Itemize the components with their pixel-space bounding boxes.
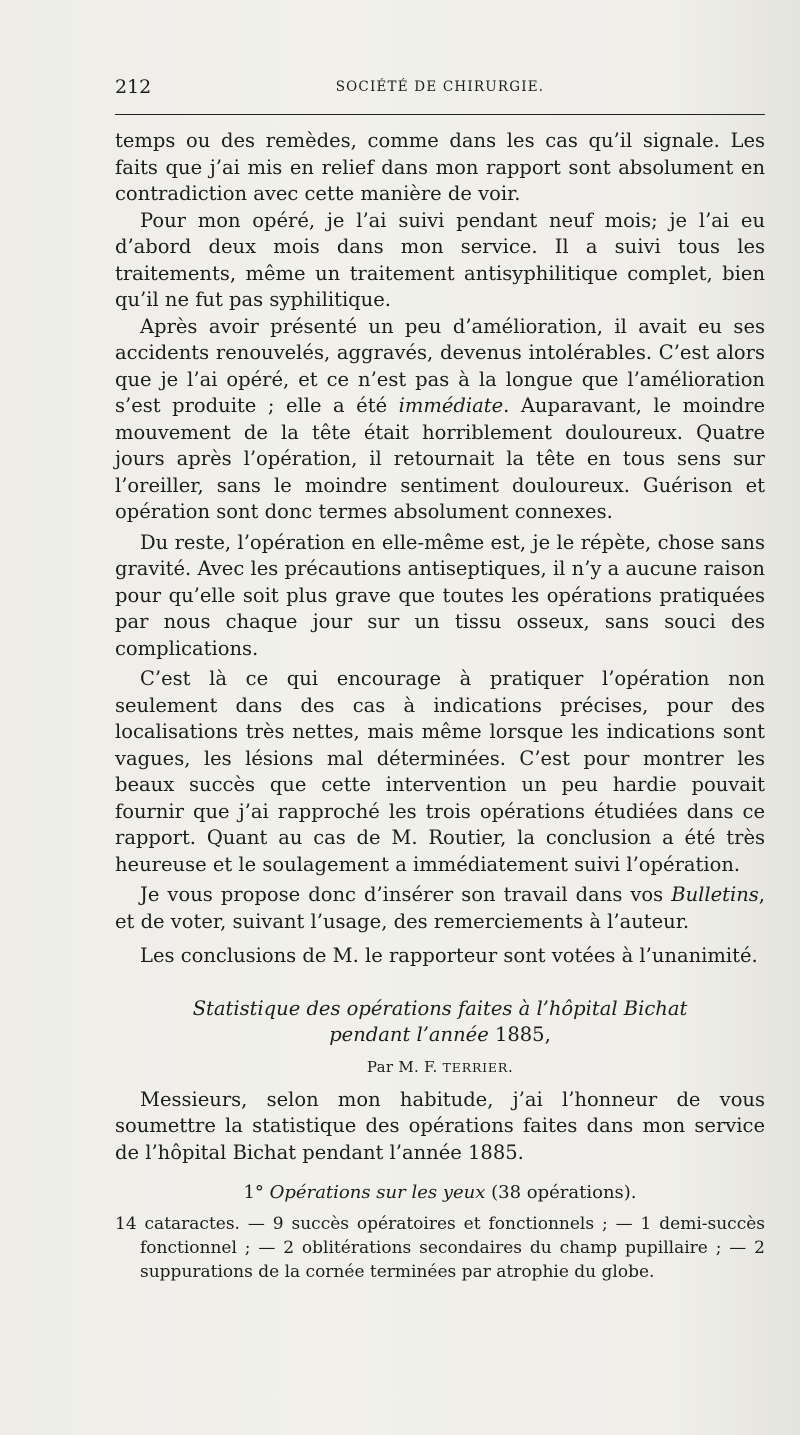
subsection-title: Opérations sur les yeux [269,1182,486,1203]
paragraph-6-text-b: , et de voter, suivant l’usage, des remerciements à l’auteur. [115,883,765,933]
paragraph-5: C’est là ce qui encourage à pratiquer l’opération non seulement dans des cas à indications précises, pour des localisations très nettes, mais même lorsque les indications sont vagues, les lésions mal déterminées. C’est pour montrer les beaux succès que cette intervention un peu hardie pouvait fournir que j’ai rapproché les trois opérations étudiées dans ce rapport. Quant au cas de M. Routier, la conclusion a été très heureuse et le soulagement a immédiatement suivi l’opération. [115,667,765,876]
section-author [115,1056,765,1079]
paragraph-2: Pour mon opéré, je l’ai suivi pendant neuf mois; je l’ai eu d’abord deux mois dans mon service. Il a suivi tous les traitements, même un traitement antisyphilitique complet, bien qu’il ne fut pas syphilitique. [115,208,765,311]
paragraph-4: Du reste, l’opération en elle-même est, je le répète, chose sans gravité. Avec les précautions antiseptiques, il n’y a aucune raison pour qu’elle soit plus grave que toutes les opérations pratiquées par nous chaque jour sur un tissu osseux, sans souci des complications. [115,530,765,660]
section-title-period: pendant l’année [329,1022,489,1046]
list-entry-cataractes: 14 cataractes. — 9 succès opératoires et fonctionnels ; — 1 demi-succès fonctionnel ; — 2 oblitérations secondaires du champ pupillaire ; — 2 suppurations de la cornée terminées par atrophie du globe. [115,1214,765,1282]
paragraph-6-emphasis: Bulletins [671,883,759,906]
page-header [115,76,765,100]
subsection-count: (38 opérations). [485,1182,637,1203]
author-prefix: Par M. F. [366,1057,443,1076]
running-head: SOCIÉTÉ DE CHIRURGIE. [335,79,545,95]
paragraph-6-text-a: Je vous propose donc d’insérer son travail dans vos [140,883,672,906]
subsection-heading [115,1180,765,1206]
subsection-number: 1° [243,1182,270,1203]
paragraph-3-text-a: Après avoir présenté un peu d’amélioration, il avait eu ses accidents renouvelés, aggravés, devenus intolérables. C’est alors que je l’ai opéré, et ce n’est pas à la longue que l’amélioration s’est produite ; elle a été [115,314,765,417]
body-text [115,128,765,1284]
section-title [115,996,765,1048]
author-suffix: . [508,1057,514,1076]
page-number: 212 [115,76,152,98]
section-title-year: 1885, [488,1022,551,1046]
paragraph-3-text-b: . Auparavant, le moindre mouvement de la tête était horriblement douloureux. Quatre jours après l’opération, il retournait la tête en tous sens sur l’oreiller, sans le moindre sentiment douloureux. Guérison et opération sont donc termes absolument connexes. [115,394,765,523]
author-name: TERRIER [442,1059,509,1075]
paragraph-3-emphasis: immédiate [398,394,504,417]
paragraph-6 [115,882,765,935]
paragraph-1: temps ou des remèdes, comme dans les cas qu’il signale. Les faits que j’ai mis en relief dans mon rapport sont absolument en contradiction avec cette manière de voir. [115,129,765,205]
header-rule [115,114,765,115]
section-title-line-1: Statistique des opérations faites à l’hôpital Bichat [192,996,688,1020]
paragraph-7: Les conclusions de M. le rapporteur sont votées à l’unanimité. [140,944,758,967]
paragraph-3 [115,314,765,526]
intro-paragraph: Messieurs, selon mon habitude, j’ai l’honneur de vous soumettre la statistique des opérations faites dans mon service de l’hôpital Bichat pendant l’année 1885. [115,1087,765,1164]
section-title-line-2 [115,1022,765,1048]
